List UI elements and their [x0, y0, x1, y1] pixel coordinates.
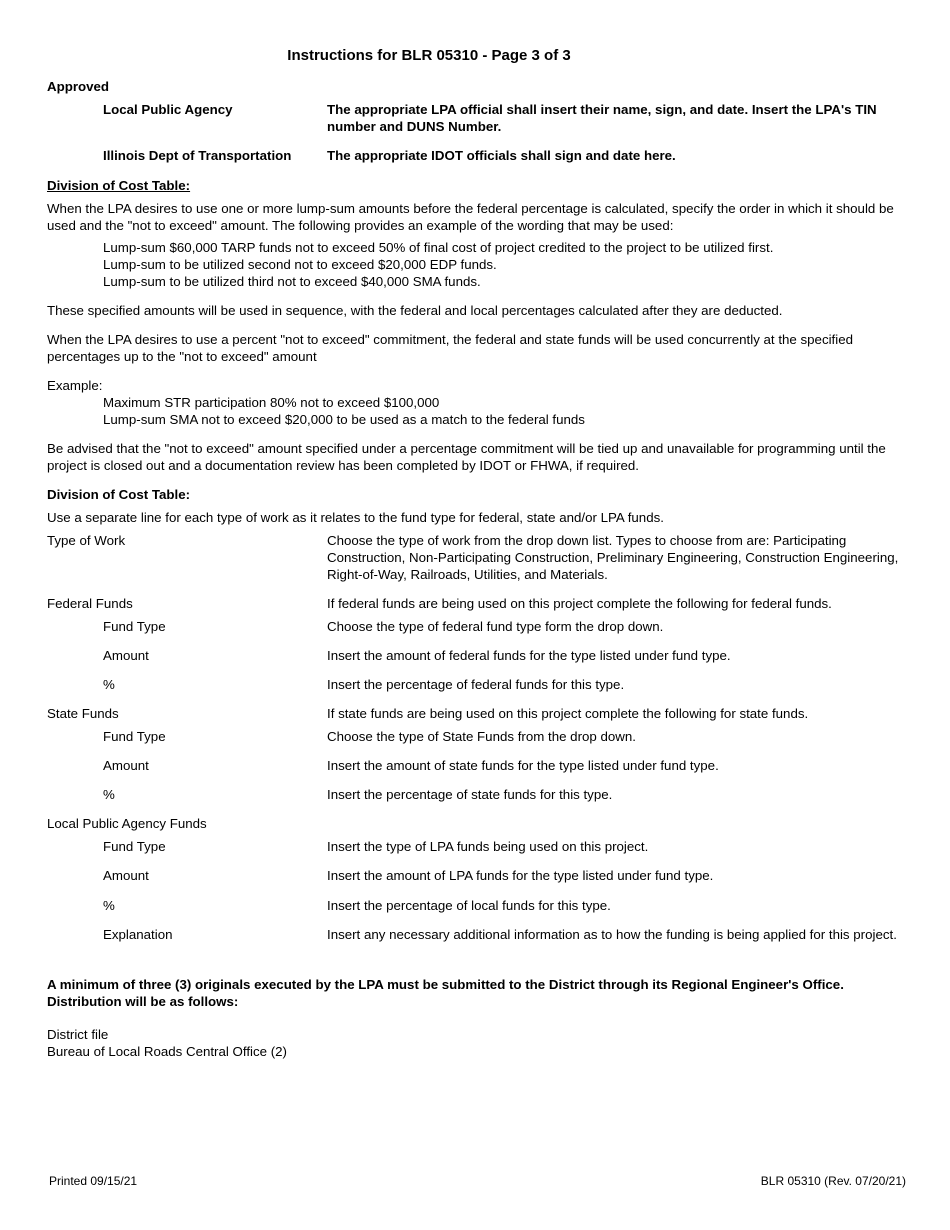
row-label: Amount [103, 868, 149, 883]
row-text: Choose the type of federal fund type form the drop down. [327, 619, 664, 634]
row-text: Choose the type of work from the drop down list. Types to choose from are: Participating Construction, Non-Participating Construction, Preliminary Engineering, Construction Engineering, Right-of-Way, Railroads, Utilities, and Materials. [327, 533, 899, 582]
row-text: If state funds are being used on this project complete the following for state funds. [327, 706, 809, 721]
row-text: Insert the type of LPA funds being used on this project. [327, 839, 649, 854]
distribution-item: Bureau of Local Roads Central Office (2) [47, 1044, 287, 1059]
approved-text: The appropriate IDOT officials shall sign and date here. [327, 148, 676, 163]
row-text: Insert the percentage of local funds for this type. [327, 898, 611, 913]
row-label: Fund Type [103, 729, 166, 744]
row-label: Fund Type [103, 619, 166, 634]
row-text: Insert any necessary additional information as to how the funding is being applied for this project. [327, 927, 897, 942]
approved-label: Illinois Dept of Transportation [103, 148, 292, 163]
row-label: State Funds [47, 706, 119, 721]
row-label: % [103, 787, 115, 802]
section-heading: Division of Cost Table: [47, 487, 191, 502]
row-label: Federal Funds [47, 596, 133, 611]
row-text: Insert the amount of state funds for the type listed under fund type. [327, 758, 719, 773]
example-line: Lump-sum SMA not to exceed $20,000 to be used as a match to the federal funds [103, 412, 585, 427]
example-line: Lump-sum to be utilized second not to exceed $20,000 EDP funds. [103, 257, 497, 272]
example-line: Lump-sum to be utilized third not to exceed $40,000 SMA funds. [103, 274, 481, 289]
row-label: Explanation [103, 927, 173, 942]
section-heading: Division of Cost Table: [47, 178, 191, 193]
paragraph: When the LPA desires to use a percent "not to exceed" commitment, the federal and state funds will be used concurrently at the specified percentages up to the "not to exceed" amount [47, 332, 853, 364]
row-text: Insert the percentage of state funds for this type. [327, 787, 613, 802]
paragraph: Use a separate line for each type of work as it relates to the fund type for federal, state and/or LPA funds. [47, 510, 664, 525]
row-label: Amount [103, 648, 149, 663]
example-line: Maximum STR participation 80% not to exceed $100,000 [103, 395, 440, 410]
paragraph: These specified amounts will be used in sequence, with the federal and local percentages calculated after they are deducted. [47, 303, 783, 318]
form-number: BLR 05310 (Rev. 07/20/21) [760, 1174, 906, 1188]
row-text: Insert the amount of federal funds for the type listed under fund type. [327, 648, 731, 663]
approved-text: The appropriate LPA official shall insert their name, sign, and date. Insert the LPA's TIN number and DUNS Number. [327, 102, 877, 134]
row-text: Insert the percentage of federal funds for this type. [327, 677, 625, 692]
row-label: Amount [103, 758, 149, 773]
page-title: Instructions for BLR 05310 - Page 3 of 3 [287, 47, 571, 64]
approved-label: Local Public Agency [103, 102, 233, 117]
row-label: Type of Work [47, 533, 126, 548]
row-text: Choose the type of State Funds from the drop down. [327, 729, 636, 744]
approved-heading: Approved [47, 79, 110, 94]
example-line: Lump-sum $60,000 TARP funds not to exceed 50% of final cost of project credited to the project to be utilized first. [103, 240, 774, 255]
row-text: Insert the amount of LPA funds for the type listed under fund type. [327, 868, 714, 883]
paragraph: When the LPA desires to use one or more lump-sum amounts before the federal percentage is calculated, specify the order in which it should be used and the "not to exceed" amount. The following provides an example of the wording that may be used: [47, 201, 894, 233]
row-label: Local Public Agency Funds [47, 816, 207, 831]
submission-notice: A minimum of three (3) originals executed by the LPA must be submitted to the District through its Regional Engineer's Office. Distribution will be as follows: [47, 977, 844, 1009]
paragraph: Be advised that the "not to exceed" amount specified under a percentage commitment will be tied up and unavailable for programming until the project is closed out and a documentation review has been completed by IDOT or FHWA, if required. [47, 441, 886, 473]
row-text: If federal funds are being used on this project complete the following for federal funds. [327, 596, 832, 611]
row-label: % [103, 898, 115, 913]
row-label: Fund Type [103, 839, 166, 854]
printed-date: Printed 09/15/21 [49, 1174, 138, 1188]
example-label: Example: [47, 378, 103, 393]
distribution-item: District file [47, 1027, 109, 1042]
row-label: % [103, 677, 115, 692]
